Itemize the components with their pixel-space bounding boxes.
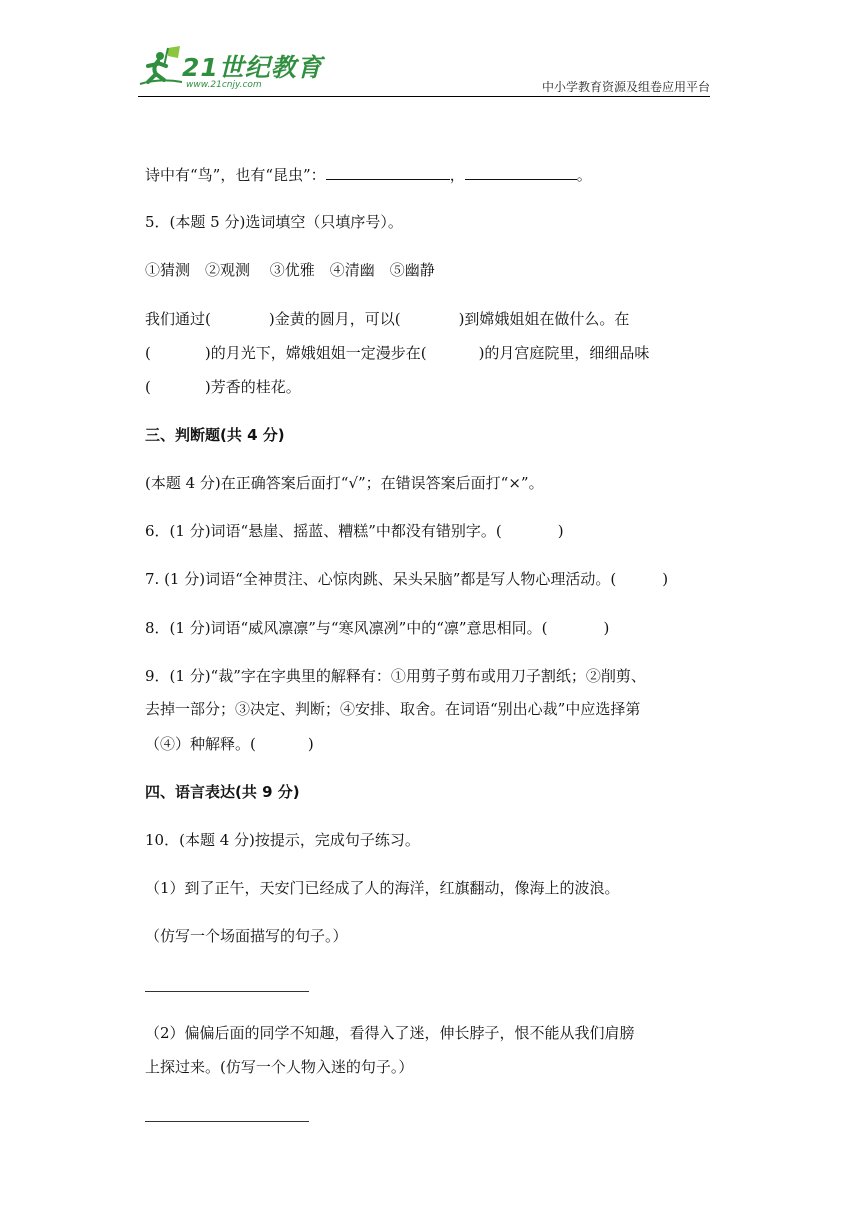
question-9-line-1: 9．(1 分)“裁”字在字典里的解释有：①用剪子剪布或用刀子割纸；②削剪、 — [145, 667, 646, 685]
logo — [138, 44, 323, 94]
answer-line[interactable] — [145, 1121, 309, 1122]
separator: ， — [449, 166, 465, 184]
page-header — [138, 40, 710, 100]
runner-logo-icon — [138, 44, 184, 90]
question-10-part-1: （1）到了正午，天安门已经成了人的海洋，红旗翻动，像海上的波浪。 — [145, 879, 620, 897]
fill-blank[interactable] — [326, 164, 450, 180]
section-3-heading: 三、判断题(共 4 分) — [145, 426, 285, 444]
answer-line[interactable] — [145, 991, 309, 992]
logo-text: 21世纪教育 — [182, 53, 323, 82]
section-3-instructions: (本题 4 分)在正确答案后面打“√”；在错误答案后面打“×”。 — [145, 474, 544, 492]
question-10-part-2-line-1: （2）偏偏后面的同学不知趣，看得入了迷，伸长脖子，恨不能从我们肩膀 — [145, 1024, 635, 1042]
q5-line-2: ( )的月光下，嫦娥姐姐一定漫步在( )的月宫庭院里，细细品味 — [145, 344, 650, 362]
question-10-part-2-line-2: 上探过来。(仿写一个人物入迷的句子。） — [145, 1058, 414, 1076]
q5-line-1: 我们通过( )金黄的圆月，可以( )到嫦娥姐姐在做什么。在 — [145, 310, 630, 328]
platform-name: 中小学教育资源及组卷应用平台 — [541, 80, 710, 94]
question-8: 8．(1 分)词语“威风凛凛”与“寒风凛冽”中的“凛”意思相同。( ) — [145, 619, 610, 637]
logo-url: www.21cnjy.com — [186, 80, 262, 90]
poem-blank-line — [145, 164, 592, 185]
question-10-title: 10．(本题 4 分)按提示，完成句子练习。 — [145, 831, 420, 849]
q5-title: 5．(本题 5 分)选词填空（只填序号）。 — [145, 213, 403, 231]
question-6: 6．(1 分)词语“悬崖、摇蓝、糟糕”中都没有错别字。( ) — [145, 522, 564, 540]
q5-options: ①猜测 ②观测 ③优雅 ④清幽 ⑤幽静 — [145, 261, 435, 279]
q5-line-3: ( )芳香的桂花。 — [145, 378, 301, 396]
poem-prompt: 诗中有“鸟”，也有“昆虫”： — [145, 166, 326, 184]
question-10-part-1-hint: （仿写一个场面描写的句子。） — [145, 927, 348, 945]
header-rule — [138, 96, 710, 97]
section-4-heading: 四、语言表达(共 9 分) — [145, 783, 300, 801]
question-9-line-3: （④）种解释。( ) — [145, 735, 314, 753]
question-7: 7. (1 分)词语“全神贯注、心惊肉跳、呆头呆脑”都是写人物心理活动。( ) — [145, 570, 669, 588]
question-9-line-2: 去掉一部分；③决定、判断；④安排、取舍。在词语“别出心裁”中应选择第 — [145, 700, 641, 718]
fill-blank[interactable] — [465, 164, 577, 180]
period: 。 — [576, 166, 592, 184]
